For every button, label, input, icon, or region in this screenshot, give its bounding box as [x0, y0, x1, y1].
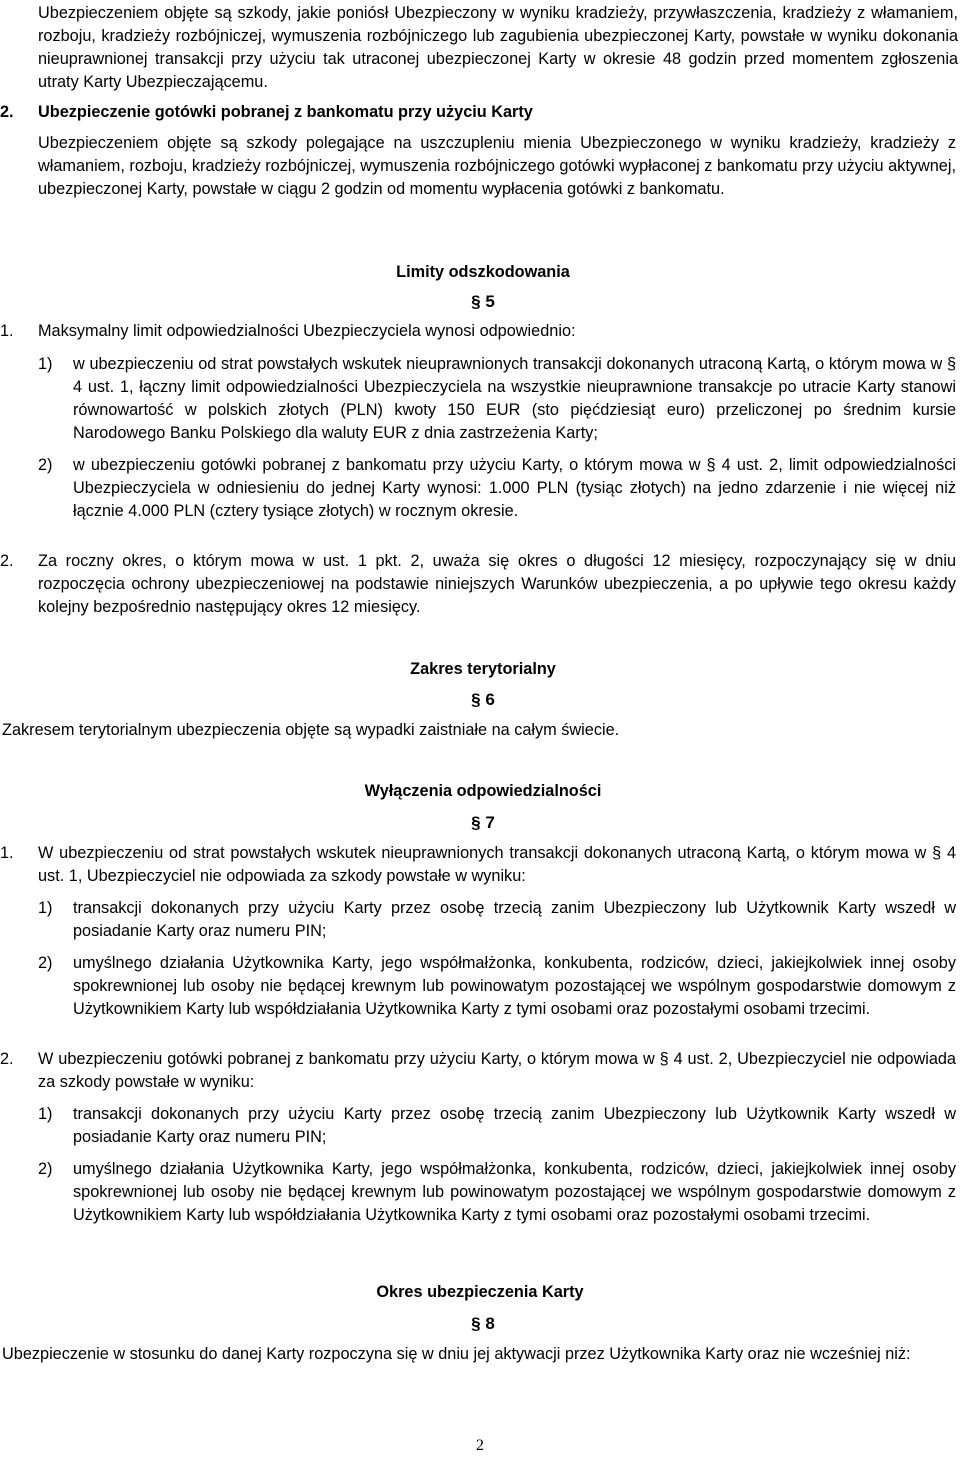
page-number: 2 [476, 1437, 484, 1454]
section-2-number: 2. [0, 103, 14, 121]
territory-heading: Zakres terytorialny [410, 660, 556, 678]
territory-paragraph-sign: § 6 [471, 690, 495, 709]
section-2-title: 2. Ubezpieczenie gotówki pobranej z bankomatu przy użyciu Karty [0, 101, 956, 124]
card-period-text: Ubezpieczenie w stosunku do danej Karty rozpoczyna się w dniu jej aktywacji przez Użytkownika Karty oraz nie wcześniej niż: [2, 1345, 911, 1363]
exclusions-paragraph-sign: § 7 [471, 813, 495, 832]
limits-item-1-number: 1. [0, 322, 14, 340]
card-period-paragraph-sign: § 8 [471, 1314, 495, 1333]
limits-item-1-sub-2: 2) w ubezpieczeniu gotówki pobranej z bankomatu przy użyciu Karty, o którym mowa w § 4 ust. 2, limit odpowiedzialności Ubezpieczyciela w odniesieniu do jednej Karty wynosi: 1.000 PLN (tysiąc złotych) na jedno zdarzenie i nie więcej niż łącznie 4.000 PLN (cztery tysiące złotych) w rocznym okresie. [38, 456, 956, 520]
exclusions-heading: Wyłączenia odpowiedzialności [364, 782, 602, 800]
exclusions-item-2: 2. W ubezpieczeniu gotówki pobranej z bankomatu przy użyciu Karty, o którym mowa w § 4 ust. 2, Ubezpieczyciel nie odpowiada za szkody powstałe w wyniku: 1) transakcji dokonanych przy użyciu Karty przez osobę trzecią zanim Ubezpieczony lub Użytkownik Karty wszedł w posiadanie Karty oraz numeru PIN; 2) umyślnego działania Użytkownika Karty, jego współmałżonka, konkubenta, rodziców, dzieci, jakiejkolwiek innej osoby spokrewnionej lub osoby nie będącej krewnym lub powinowatym pozostającej we wspólnym gospodarstwie domowym z Użytkownikiem Karty lub współdziałania Użytkownika Karty z tymi osobami oraz pozostałymi osobami trzecimi. [0, 1048, 958, 1227]
intro-paragraph: Ubezpieczeniem objęte są szkody, jakie poniósł Ubezpieczony w wyniku kradzieży, przywłaszczenia, kradzieży z włamaniem, rozboju, kradzieży rozbójniczej, wymuszenia rozbójniczego lub zagubienia ubezpieczonej Karty, powstałe w wyniku dokonania nieuprawnionej transakcji przy użyciu tak utraconej ubezpieczonej Karty w okresie 48 godzin przed momentem zgłoszenia utraty Karty Ubezpieczającemu. [38, 4, 958, 91]
exclusions-item-2-sub-1: 1) transakcji dokonanych przy użyciu Karty przez osobę trzecią zanim Ubezpieczony lub Użytkownik Karty wszedł w posiadanie Karty oraz numeru PIN; [38, 1105, 956, 1146]
card-period-heading: Okres ubezpieczenia Karty [376, 1283, 584, 1301]
section-2 [0, 101, 958, 201]
territory-text: Zakresem terytorialnym ubezpieczenia objęte są wypadki zaistniałe na całym świecie. [2, 721, 620, 739]
limits-item-1 [2, 320, 958, 523]
exclusions-item-1-sub-2: 2) umyślnego działania Użytkownika Karty, jego współmałżonka, konkubenta, rodziców, dzieci, jakiejkolwiek innej osoby spokrewnionej lub osoby nie będącej krewnym lub powinowatym pozostającej we wspólnym gospodarstwie domowym z Użytkownikiem Karty lub współdziałania Użytkownika Karty z tymi osobami oraz pozostałymi osobami trzecimi. [38, 954, 956, 1018]
limits-item-1-sub-1: 1) w ubezpieczeniu od strat powstałych wskutek nieuprawnionych transakcji dokonanych utraconą Kartą, o którym mowa w § 4 ust. 1, łączny limit odpowiedzialności Ubezpieczyciela na wszystkie nieuprawnione transakcje po utracie Karty stanowi równowartość w polskich złotych (PLN) kwoty 150 EUR (sto pięćdziesiąt euro) przeliczonej po średnim kursie Narodowego Banku Polskiego dla waluty EUR z dnia zastrzeżenia Karty; [38, 355, 956, 442]
exclusions-item-1: 1. W ubezpieczeniu od strat powstałych wskutek nieuprawnionych transakcji dokonanych utraconą Kartą, o którym mowa w § 4 ust. 1, Ubezpieczyciel nie odpowiada za szkody powstałe w wyniku: 1) transakcji dokonanych przy użyciu Karty przez osobę trzecią zanim Ubezpieczony lub Użytkownik Karty wszedł w posiadanie Karty oraz numeru PIN; 2) umyślnego działania Użytkownika Karty, jego współmałżonka, konkubenta, rodziców, dzieci, jakiejkolwiek innej osoby spokrewnionej lub osoby nie będącej krewnym lub powinowatym pozostającej we wspólnym gospodarstwie domowym z Użytkownikiem Karty lub współdziałania Użytkownika Karty z tymi osobami oraz pozostałymi osobami trzecimi. [0, 842, 958, 1021]
limits-paragraph-sign: § 5 [471, 292, 495, 311]
exclusions-item-1-sub-1: 1) transakcji dokonanych przy użyciu Karty przez osobę trzecią zanim Ubezpieczony lub Użytkownik Karty wszedł w posiadanie Karty oraz numeru PIN; [38, 899, 956, 940]
limits-item-1-text: Maksymalny limit odpowiedzialności Ubezpieczyciela wynosi odpowiednio: [38, 322, 576, 340]
limits-heading: Limity odszkodowania [396, 263, 570, 281]
section-2-text: Ubezpieczeniem objęte są szkody polegające na uszczupleniu mienia Ubezpieczonego w wyniku kradzieży, kradzieży z włamaniem, rozboju, kradzieży rozbójniczej, wymuszenia rozbójniczego gotówki wypłaconej z bankomatu przy użyciu aktywnej, ubezpieczonej Karty, powstałe w ciągu 2 godzin od momentu wypłacenia gotówki z bankomatu. [38, 134, 956, 198]
limits-item-2: 2. Za roczny okres, o którym mowa w ust. 1 pkt. 2, uważa się okres o długości 12 miesięcy, rozpoczynający się w dniu rozpoczęcia ochrony ubezpieczeniowej na podstawie niniejszych Warunków ubezpieczenia, a po upływie tego okresu każdy kolejny bezpośrednio następujący okres 12 miesięcy. [0, 552, 956, 616]
exclusions-item-2-sub-2: 2) umyślnego działania Użytkownika Karty, jego współmałżonka, konkubenta, rodziców, dzieci, jakiejkolwiek innej osoby spokrewnionej lub osoby nie będącej krewnym lub powinowatym pozostającej we wspólnym gospodarstwie domowym z Użytkownikiem Karty lub współdziałania Użytkownika Karty z tymi osobami oraz pozostałymi osobami trzecimi. [38, 1160, 956, 1224]
